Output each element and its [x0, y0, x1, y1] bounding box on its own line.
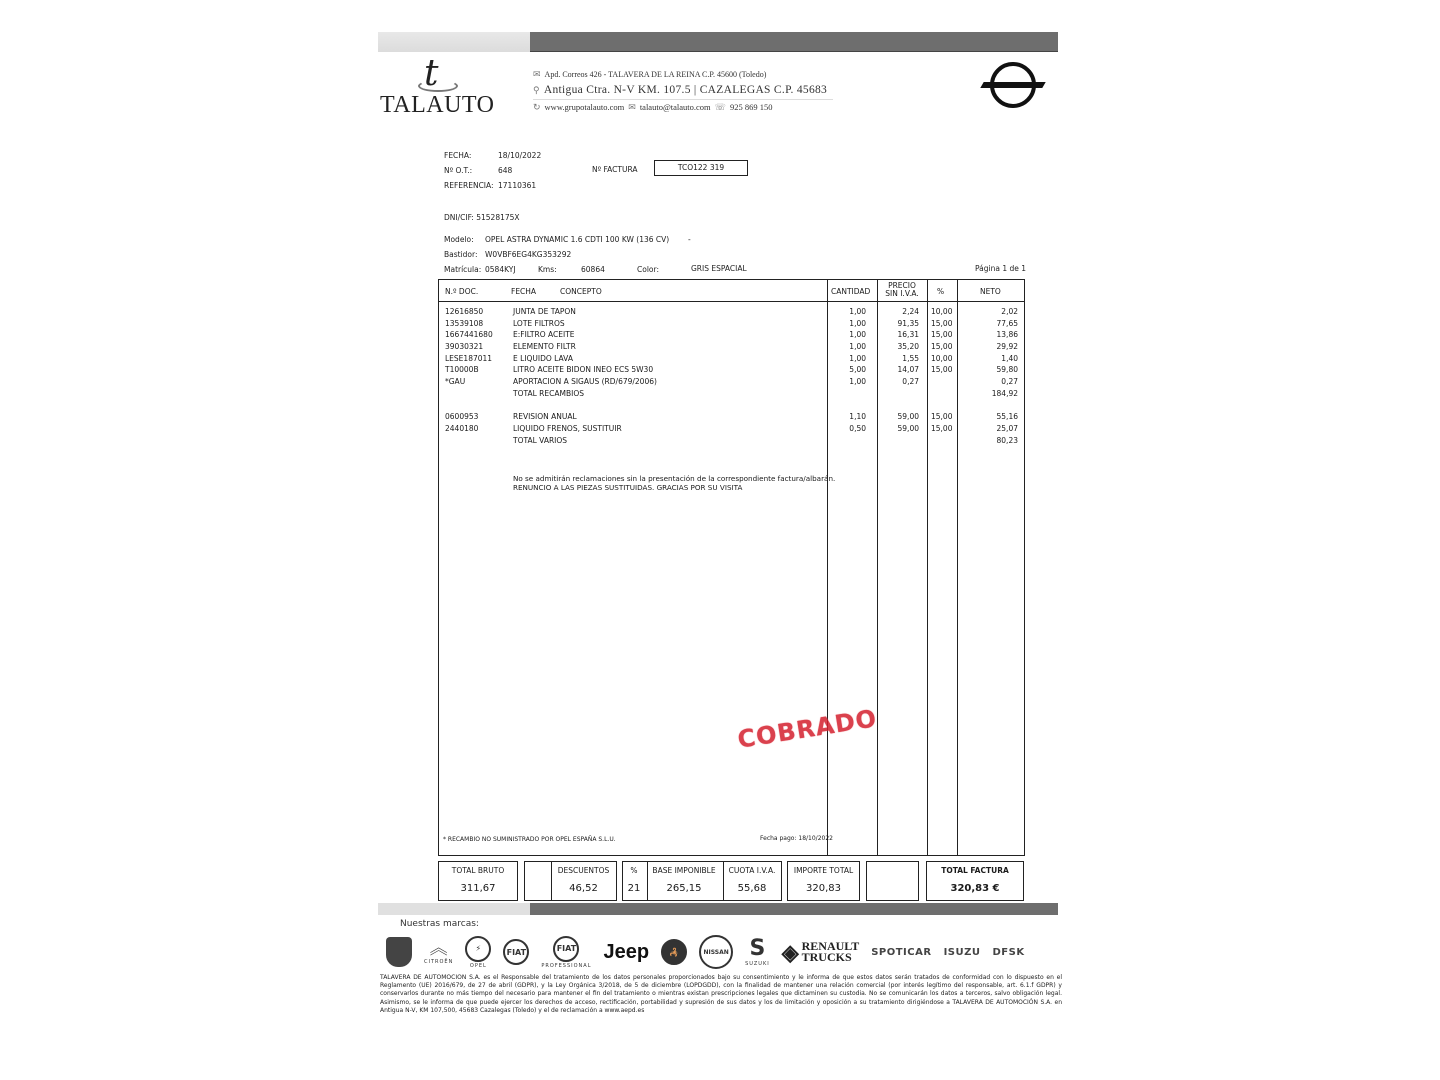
nissan-badge-icon: NISSAN	[699, 935, 733, 969]
base-imponible-value: 265,15	[666, 883, 702, 894]
matricula-value: 0584KYJ	[485, 265, 516, 274]
opel-label: OPEL	[469, 962, 487, 969]
neto-cell: 13,86	[996, 330, 1018, 340]
ot-value: 648	[498, 166, 513, 175]
peugeot-logo	[386, 937, 412, 967]
importe-total-label: IMPORTE TOTAL	[793, 866, 854, 875]
abarth-scorpion-icon: 🦂	[661, 939, 687, 965]
neto-cell: 2,02	[1001, 307, 1018, 316]
modelo-field	[444, 235, 669, 244]
fecha-field	[444, 151, 541, 160]
modelo-value: OPEL ASTRA DYNAMIC 1.6 CDTI 100 KW (136 CV)	[485, 235, 670, 244]
pct-cell: 15,00	[931, 365, 953, 375]
neto-cell: 77,65	[996, 318, 1018, 328]
dni-field	[444, 213, 520, 222]
neto-cell: 29,92	[996, 342, 1018, 352]
fiat-professional-logo	[541, 936, 591, 969]
neto-cell: 184,92	[991, 388, 1018, 398]
pct-cell: 15,00	[931, 330, 953, 340]
precio-cell: 14,07	[897, 365, 919, 375]
concepto-cell: APORTACION A SIGAUS (RD/679/2006)	[513, 377, 657, 387]
concepto-cell: E:FILTRO ACEITE	[513, 330, 575, 340]
doc-cell: 39030321	[445, 342, 484, 352]
doc-cell: 12616850	[445, 307, 484, 316]
fiat-logo	[503, 939, 529, 965]
total-bruto-box	[438, 861, 518, 901]
nissan-logo	[699, 935, 733, 969]
table-row	[439, 401, 1024, 413]
terms-note	[513, 474, 835, 492]
header-concepto: CONCEPTO	[560, 287, 602, 296]
precio-cell: 59,00	[897, 412, 919, 422]
cuota-iva-value: 55,68	[737, 883, 767, 894]
neto-cell: 55,16	[996, 412, 1018, 422]
table-row	[439, 412, 1024, 424]
header-pct: %	[937, 287, 945, 296]
doc-cell: LESE187011	[445, 353, 493, 363]
citroen-chevron-icon: ︽	[429, 937, 448, 959]
doc-cell: *GAU	[445, 377, 466, 387]
table-row	[439, 342, 1024, 354]
descuentos-box	[524, 861, 617, 901]
terms-note-line-2: RENUNCIO A LAS PIEZAS SUSTITUIDAS. GRACIAS POR SU VISITA	[513, 483, 743, 492]
talauto-mark: t	[424, 53, 439, 94]
bastidor-value: W0VBF6EG4KG353292	[485, 250, 572, 259]
pct-cell: 10,00	[931, 353, 953, 363]
doc-cell: 13539108	[445, 318, 484, 328]
total-factura-value: 320,83 €	[950, 883, 1000, 894]
pct-cell: 15,00	[931, 423, 953, 433]
kms-value: 60864	[581, 265, 605, 274]
table-row	[439, 424, 1024, 436]
renault-trucks-logo	[782, 941, 860, 963]
importe-total-value: 320,83	[806, 883, 841, 894]
importe-total-box	[787, 861, 860, 901]
cantidad-cell: 5,00	[849, 365, 866, 375]
logo-swoosh-icon	[418, 80, 458, 92]
cuota-iva-label: CUOTA I.V.A.	[728, 866, 776, 875]
precio-cell: 2,24	[902, 307, 919, 316]
opel-brand-logo	[465, 936, 491, 969]
table-body	[439, 307, 1024, 447]
tax-box	[622, 861, 782, 901]
opel-bolt-icon	[980, 82, 1045, 88]
opel-logo	[982, 62, 1044, 110]
phone-icon: ☏	[714, 101, 726, 112]
neto-cell: 25,07	[996, 423, 1018, 433]
mailbox-icon: ✉	[533, 69, 541, 79]
table-row	[439, 354, 1024, 366]
table-row	[439, 365, 1024, 377]
renault-trucks-label: RENAULT TRUCKS	[801, 939, 860, 964]
renault-diamond-icon: ◈	[781, 939, 799, 965]
brand-logos	[386, 932, 1066, 972]
header-bar-dark	[530, 32, 1058, 52]
header-precio	[879, 282, 925, 298]
company-address	[533, 68, 833, 113]
concepto-cell: LIQUIDO FRENOS, SUSTITUIR	[513, 423, 622, 433]
total-bruto-value: 311,67	[460, 883, 496, 894]
header-fecha: FECHA	[511, 287, 537, 296]
table-row	[439, 389, 1024, 401]
table-row	[439, 319, 1024, 331]
cantidad-cell: 0,50	[849, 423, 866, 433]
total-bruto-label: TOTAL BRUTO	[451, 866, 505, 875]
precio-cell: 59,00	[897, 423, 919, 433]
precio-cell: 91,35	[897, 318, 919, 328]
footer-bar-light	[378, 903, 530, 915]
footer-bar-dark	[530, 903, 1058, 915]
header-doc: N.º DOC.	[445, 287, 479, 296]
descuentos-label: DESCUENTOS	[557, 866, 610, 875]
empty-box	[866, 861, 919, 901]
street-address: Antigua Ctra. N-V KM. 107.5 | CAZALEGAS C.P. 45683	[543, 84, 828, 96]
doc-cell: 2440180	[445, 423, 479, 433]
modelo-dash: -	[688, 235, 691, 244]
citroen-label: CITROËN	[424, 958, 454, 965]
bastidor-label: Bastidor:	[444, 250, 478, 259]
citroen-logo	[424, 937, 454, 965]
suzuki-logo	[745, 935, 770, 967]
ot-label: Nº O.T.:	[444, 166, 473, 175]
ot-field	[444, 166, 512, 175]
company-name: TALAUTO	[380, 92, 495, 118]
precio-cell: 35,20	[897, 342, 919, 352]
brands-title: Nuestras marcas:	[400, 919, 479, 929]
doc-cell: 0600953	[445, 412, 479, 422]
dni-value: 51528175X	[476, 213, 520, 222]
total-factura-box	[926, 861, 1024, 901]
table-row	[439, 307, 1024, 319]
pct-cell: 15,00	[931, 342, 953, 352]
concepto-cell: REVISION ANUAL	[513, 412, 577, 422]
fiat-pro-label: PROFESSIONAL	[541, 962, 592, 969]
paid-stamp: COBRADO	[735, 704, 880, 754]
footnote: * RECAMBIO NO SUMINISTRADO POR OPEL ESPAÑA S.L.U.	[443, 836, 616, 843]
factura-number-box: TCO122 319	[654, 160, 748, 176]
header-bar-light	[378, 32, 530, 52]
neto-cell: 59,80	[996, 365, 1018, 375]
cantidad-cell: 1,10	[849, 412, 866, 422]
peugeot-shield-icon	[386, 937, 412, 967]
precio-cell: 1,55	[902, 353, 919, 363]
matricula-field	[444, 265, 516, 274]
cantidad-cell: 1,00	[849, 353, 866, 363]
iva-pct-label: %	[630, 866, 638, 875]
factura-label: Nº FACTURA	[592, 165, 638, 174]
referencia-value: 17110361	[498, 181, 537, 190]
suzuki-s-icon: S	[749, 935, 766, 961]
pct-cell: 15,00	[931, 318, 953, 328]
opel-bolt-icon: ⚡	[465, 936, 491, 962]
color-label: Color:	[637, 265, 659, 274]
suzuki-label: SUZUKI	[745, 960, 770, 967]
precio-cell: 16,31	[897, 330, 919, 340]
payment-date: Fecha pago: 18/10/2022	[760, 835, 833, 842]
dni-label: DNI/CIF:	[444, 213, 474, 222]
location-pin-icon: ⚲	[533, 84, 540, 95]
cantidad-cell: 1,00	[849, 330, 866, 340]
referencia-label: REFERENCIA:	[444, 181, 494, 190]
invoice-page	[378, 30, 1062, 1030]
concepto-cell: ELEMENTO FILTR	[513, 342, 576, 352]
fiat-pro-badge-icon: FIAT	[553, 936, 579, 962]
concepto-cell: LOTE FILTROS	[513, 318, 565, 328]
table-row	[439, 330, 1024, 342]
abarth-logo	[661, 939, 687, 965]
talauto-logo	[380, 53, 500, 118]
descuentos-value: 46,52	[569, 883, 598, 894]
precio-cell: 0,27	[902, 377, 919, 387]
postal-address: Apd. Correos 426 - TALAVERA DE LA REINA C.P. 45600 (Toledo)	[544, 70, 767, 79]
table-header	[439, 280, 1024, 302]
modelo-label: Modelo:	[444, 235, 474, 244]
pct-cell: 15,00	[931, 412, 953, 422]
concepto-cell: JUNTA DE TAPON	[513, 307, 576, 316]
kms-label: Kms:	[538, 265, 557, 274]
invoice-lines-table	[438, 279, 1025, 856]
table-row	[439, 436, 1024, 448]
bastidor-field	[444, 250, 571, 259]
color-value: GRIS ESPACIAL	[691, 264, 747, 273]
neto-cell: 1,40	[1001, 353, 1018, 363]
header-precio-line1: PRECIO	[888, 281, 916, 290]
cantidad-cell: 1,00	[849, 342, 866, 352]
base-imponible-label: BASE IMPONIBLE	[652, 866, 716, 875]
privacy-legal-text: TALAVERA DE AUTOMOCION S.A. es el Responsable del tratamiento de los datos personales proporcionados bajo su consentimiento y le informa de que estos datos serán tratados de conformidad con lo dispuesto en el Reglamento (UE) 2016/679, de 27 de abril (GDPR), y la Ley Orgánica 3/2018, de 5 de diciembre (LOPDGDD), con la finalidad de mantener una relación comercial (por interés legítimo del responsable, art. 6.1.f GDPR) y conservarlos durante no más tiempo del necesario para mantener el fin del tratamiento o mientras existan prescripciones legales que dictaminen su custodia. No se comunicarán los datos a terceros, salvo obligación legal. Asimismo, se le informa de que puede ejercer los derechos de acceso, rectificación, portabilidad y supresión de sus datos y los de limitación y oposición a su tratamiento dirigiéndose a TALAVERA DE AUTOMOCIÓN S.A. en Antigua N-V, KM 107,500, 45683 Cazalegas (Toledo) y el de reclamación a www.aepd.es	[380, 974, 1062, 1014]
total-factura-label: TOTAL FACTURA	[941, 866, 1009, 875]
neto-cell: 80,23	[996, 435, 1018, 445]
fiat-badge-icon: FIAT	[503, 939, 529, 965]
cantidad-cell: 1,00	[849, 307, 866, 316]
concepto-cell: TOTAL VARIOS	[513, 435, 568, 445]
pct-cell: 10,00	[931, 307, 953, 316]
concepto-cell: TOTAL RECAMBIOS	[513, 388, 584, 398]
email-icon: ✉	[628, 101, 636, 112]
fecha-label: FECHA:	[444, 151, 472, 160]
jeep-logo: Jeep	[603, 940, 650, 963]
referencia-field	[444, 181, 536, 190]
terms-note-line-1: No se admitirán reclamaciones sin la presentación de la correspondiente factura/albarán.	[513, 474, 836, 483]
header-precio-line2: SIN I.V.A.	[885, 289, 919, 298]
dfsk-logo: DFSK	[992, 946, 1025, 958]
doc-cell: T10000B	[445, 365, 479, 375]
page-indicator: Página 1 de 1	[975, 264, 1027, 273]
header-neto: NETO	[980, 287, 1001, 296]
doc-cell: 1667441680	[445, 330, 493, 340]
table-row	[439, 377, 1024, 389]
iva-pct-value: 21	[627, 883, 641, 894]
neto-cell: 0,27	[1001, 377, 1018, 387]
web-icon: ↻	[533, 101, 541, 112]
cantidad-cell: 1,00	[849, 318, 866, 328]
concepto-cell: LITRO ACEITE BIDON INEO ECS 5W30	[513, 365, 654, 375]
website-link[interactable]: www.grupotalauto.com	[544, 102, 625, 112]
phone-number: 925 869 150	[729, 102, 773, 112]
fecha-value: 18/10/2022	[498, 151, 542, 160]
spoticar-logo: SPOTICAR	[871, 946, 932, 958]
header-cantidad: CANTIDAD	[831, 287, 871, 296]
concepto-cell: E LIQUIDO LAVA	[513, 353, 573, 363]
isuzu-logo: ISUZU	[943, 946, 981, 958]
cantidad-cell: 1,00	[849, 377, 866, 387]
matricula-label: Matrícula:	[444, 265, 482, 274]
email-link[interactable]: talauto@talauto.com	[639, 102, 711, 112]
